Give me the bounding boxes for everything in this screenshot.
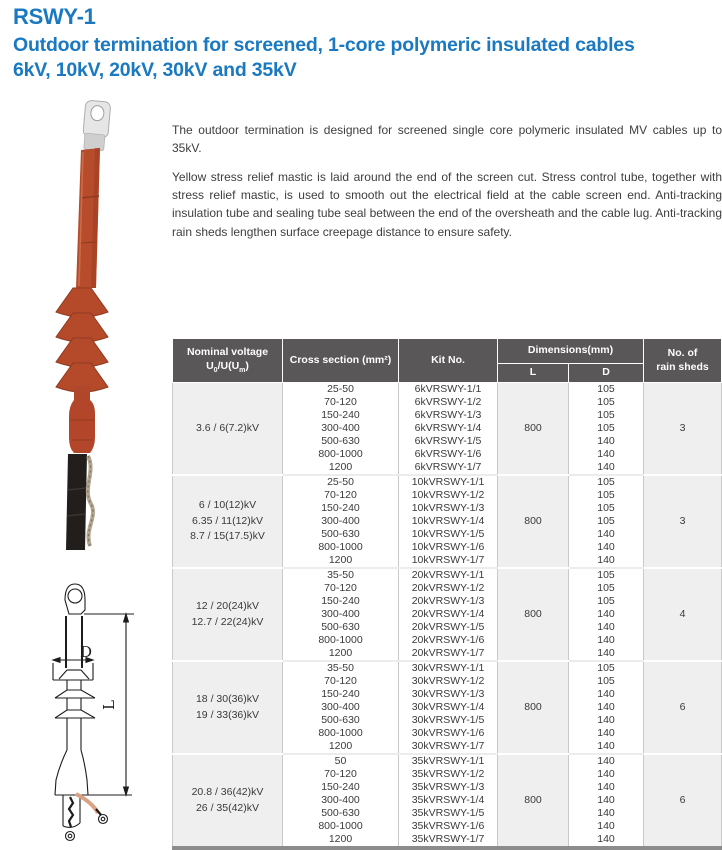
dimension-d-cell: 140 [569, 554, 644, 568]
header-dimension-d: D [569, 364, 644, 383]
cross-section-cell: 300-400 [283, 701, 399, 714]
voltage-cell: 18 / 30(36)kV 19 / 33(36)kV [173, 661, 283, 754]
table-row [173, 754, 722, 768]
page-title [13, 33, 718, 84]
dimension-l-cell: 800 [498, 661, 569, 754]
dimension-d-cell: 140 [569, 435, 644, 448]
dimension-d-cell: 140 [569, 701, 644, 714]
cross-section-cell: 50 [283, 754, 399, 768]
dimension-d-cell: 140 [569, 740, 644, 754]
dimension-d-cell: 140 [569, 448, 644, 461]
cross-section-cell: 25-50 [283, 475, 399, 489]
rain-sheds-cell: 6 [644, 754, 722, 848]
rain-sheds-cell: 3 [644, 383, 722, 476]
kit-no-cell: 30kVRSWY-1/6 [399, 727, 498, 740]
cross-section-cell: 1200 [283, 554, 399, 568]
cross-section-cell: 35-50 [283, 661, 399, 675]
dimension-l-cell: 800 [498, 383, 569, 476]
voltage-cell: 6 / 10(12)kV 6.35 / 11(12)kV 8.7 / 15(17.5)kV [173, 475, 283, 568]
cross-section-cell: 70-120 [283, 489, 399, 502]
kit-no-cell: 10kVRSWY-1/3 [399, 502, 498, 515]
dimension-d-cell: 140 [569, 714, 644, 727]
kit-no-cell: 35kVRSWY-1/7 [399, 833, 498, 848]
earth-wire-black [69, 797, 73, 827]
kit-no-cell: 20kVRSWY-1/4 [399, 608, 498, 621]
kit-no-cell: 35kVRSWY-1/2 [399, 768, 498, 781]
kit-no-cell: 20kVRSWY-1/5 [399, 621, 498, 634]
cross-section-cell: 800-1000 [283, 820, 399, 833]
table-row [173, 383, 722, 397]
kit-no-cell: 20kVRSWY-1/7 [399, 647, 498, 661]
rain-sheds [56, 288, 108, 392]
dimension-d-cell: 140 [569, 647, 644, 661]
kit-no-cell: 35kVRSWY-1/6 [399, 820, 498, 833]
kit-no-cell: 35kVRSWY-1/4 [399, 794, 498, 807]
kit-no-cell: 30kVRSWY-1/5 [399, 714, 498, 727]
kit-no-cell: 6kVRSWY-1/3 [399, 409, 498, 422]
kit-no-cell: 30kVRSWY-1/3 [399, 688, 498, 701]
cross-section-cell: 70-120 [283, 396, 399, 409]
cross-section-cell: 500-630 [283, 621, 399, 634]
cross-section-cell: 500-630 [283, 714, 399, 727]
cross-section-cell: 1200 [283, 461, 399, 475]
header-nominal-voltage: Nominal voltage $U_0/U(U_m)$ [173, 339, 283, 383]
table-row [173, 661, 722, 675]
voltage-cell: 20.8 / 36(42)kV 26 / 35(42)kV [173, 754, 283, 848]
kit-no-cell: 30kVRSWY-1/2 [399, 675, 498, 688]
kit-no-cell: 30kVRSWY-1/1 [399, 661, 498, 675]
cross-section-cell: 70-120 [283, 675, 399, 688]
voltage-cell: 3.6 / 6(7.2)kV [173, 383, 283, 476]
cross-section-cell: 70-120 [283, 768, 399, 781]
dimension-d-cell: 140 [569, 528, 644, 541]
dimension-d-cell: 105 [569, 489, 644, 502]
cross-section-cell: 1200 [283, 833, 399, 848]
kit-no-cell: 6kVRSWY-1/6 [399, 448, 498, 461]
dimension-d-cell: 140 [569, 794, 644, 807]
kit-no-cell: 30kVRSWY-1/7 [399, 740, 498, 754]
dimension-d-cell: 105 [569, 595, 644, 608]
dimension-d-cell: 140 [569, 781, 644, 794]
dimension-d-cell: 105 [569, 675, 644, 688]
title-line-1: Outdoor termination for screened, 1-core polymeric insulated cables [13, 34, 635, 56]
dimension-d-cell: 105 [569, 661, 644, 675]
cross-section-cell: 300-400 [283, 794, 399, 807]
cross-section-cell: 70-120 [283, 582, 399, 595]
kit-no-cell: 10kVRSWY-1/1 [399, 475, 498, 489]
cross-section-cell: 800-1000 [283, 727, 399, 740]
dimension-d-cell: 140 [569, 833, 644, 848]
kit-no-cell: 35kVRSWY-1/3 [399, 781, 498, 794]
table-header [173, 339, 722, 383]
rain-sheds-cell: 4 [644, 568, 722, 661]
voltage-cell: 12 / 20(24)kV 12.7 / 22(24)kV [173, 568, 283, 661]
kit-no-cell: 6kVRSWY-1/7 [399, 461, 498, 475]
cross-section-cell: 500-630 [283, 807, 399, 820]
termination-photo-illustration [15, 98, 165, 563]
dimension-l-cell: 800 [498, 568, 569, 661]
dimension-d-cell: 105 [569, 502, 644, 515]
cross-section-cell: 500-630 [283, 435, 399, 448]
header-cross-section: Cross section (mm²) [283, 339, 399, 383]
diagram-label-d: D [80, 643, 93, 661]
sealing-tube [69, 400, 95, 453]
rain-sheds-cell: 6 [644, 661, 722, 754]
dimension-d-cell: 140 [569, 621, 644, 634]
description-paragraph: Yellow stress relief mastic is laid around the end of the screen cut. Stress control tube, together with stress relief mastic, is used to smooth out the electrical field at the cable screen end. Anti-tracking insulation tube and sealing tube seal between the end of the oversheath and the cable lug. Anti-tracking rain sheds lengthen surface creepage distance to ensure safety. [172, 169, 722, 239]
dimension-d-cell: 140 [569, 608, 644, 621]
kit-no-cell: 6kVRSWY-1/5 [399, 435, 498, 448]
cross-section-cell: 800-1000 [283, 448, 399, 461]
dimension-d-cell: 105 [569, 396, 644, 409]
dimension-d-cell: 140 [569, 807, 644, 820]
product-photo [15, 98, 165, 563]
table-body [173, 383, 722, 849]
kit-no-cell: 10kVRSWY-1/4 [399, 515, 498, 528]
kit-no-cell: 6kVRSWY-1/2 [399, 396, 498, 409]
cross-section-cell: 150-240 [283, 409, 399, 422]
cross-section-cell: 150-240 [283, 595, 399, 608]
dimension-d-cell: 105 [569, 422, 644, 435]
dimension-d-cell: 140 [569, 754, 644, 768]
dimension-d-cell: 140 [569, 461, 644, 475]
kit-no-cell: 10kVRSWY-1/6 [399, 541, 498, 554]
cross-section-cell: 800-1000 [283, 541, 399, 554]
dimension-d-cell: 140 [569, 634, 644, 647]
kit-no-cell: 10kVRSWY-1/2 [399, 489, 498, 502]
kit-no-cell: 10kVRSWY-1/5 [399, 528, 498, 541]
dimension-drawing [10, 580, 175, 850]
cross-section-cell: 300-400 [283, 515, 399, 528]
dimension-d-cell: 105 [569, 409, 644, 422]
dimension-d-cell: 105 [569, 475, 644, 489]
product-description [172, 121, 722, 241]
kit-no-cell: 35kVRSWY-1/1 [399, 754, 498, 768]
header-dimension-l: L [498, 364, 569, 383]
dimension-d-cell: 140 [569, 768, 644, 781]
cross-section-cell: 25-50 [283, 383, 399, 397]
cross-section-cell: 1200 [283, 647, 399, 661]
product-code: RSWY-1 [13, 4, 96, 29]
kit-no-cell: 20kVRSWY-1/3 [399, 595, 498, 608]
kit-no-cell: 30kVRSWY-1/4 [399, 701, 498, 714]
cross-section-cell: 150-240 [283, 502, 399, 515]
kit-no-cell: 6kVRSWY-1/1 [399, 383, 498, 397]
kit-no-cell: 20kVRSWY-1/1 [399, 568, 498, 582]
header-dimensions: Dimensions(mm) [498, 339, 644, 364]
dimension-d-cell: 140 [569, 820, 644, 833]
table-row [173, 568, 722, 582]
dimension-d-cell: 140 [569, 727, 644, 740]
rain-sheds-cell: 3 [644, 475, 722, 568]
earth-braid [88, 456, 93, 546]
dimension-d-cell: 105 [569, 582, 644, 595]
cross-section-cell: 300-400 [283, 608, 399, 621]
kit-no-cell: 10kVRSWY-1/7 [399, 554, 498, 568]
dimension-d-cell: 105 [569, 515, 644, 528]
kit-no-cell: 6kVRSWY-1/4 [399, 422, 498, 435]
dimension-d-cell: 140 [569, 688, 644, 701]
kit-no-cell: 20kVRSWY-1/2 [399, 582, 498, 595]
title-line-2: 6kV, 10kV, 20kV, 30kV and 35kV [13, 59, 297, 82]
dimension-l-cell: 800 [498, 475, 569, 568]
cross-section-cell: 150-240 [283, 688, 399, 701]
cross-section-cell: 1200 [283, 740, 399, 754]
cross-section-cell: 35-50 [283, 568, 399, 582]
kit-no-cell: 35kVRSWY-1/5 [399, 807, 498, 820]
voltage-symbol: $U_0/U(U_m)$ [206, 359, 249, 374]
specification-table [172, 338, 722, 850]
dimension-l-cell: 800 [498, 754, 569, 848]
cross-section-cell: 150-240 [283, 781, 399, 794]
cable-oversheath [66, 454, 87, 550]
dimension-d-cell: 105 [569, 568, 644, 582]
diagram-label-l: L [100, 700, 118, 710]
cross-section-cell: 500-630 [283, 528, 399, 541]
cable-lug [82, 100, 111, 151]
description-paragraph: The outdoor termination is designed for screened single core polymeric insulated MV cables up to 35kV. [172, 123, 722, 156]
earth-wire-copper [76, 794, 98, 813]
header-kit-no: Kit No. [399, 339, 498, 383]
title-block [13, 4, 718, 84]
header-rain-sheds: No. of rain sheds [644, 339, 722, 383]
kit-no-cell: 20kVRSWY-1/6 [399, 634, 498, 647]
table-row [173, 475, 722, 489]
cross-section-cell: 800-1000 [283, 634, 399, 647]
dimension-d-cell: 105 [569, 383, 644, 397]
dimension-d-cell: 140 [569, 541, 644, 554]
technical-diagram [10, 580, 175, 850]
cross-section-cell: 300-400 [283, 422, 399, 435]
